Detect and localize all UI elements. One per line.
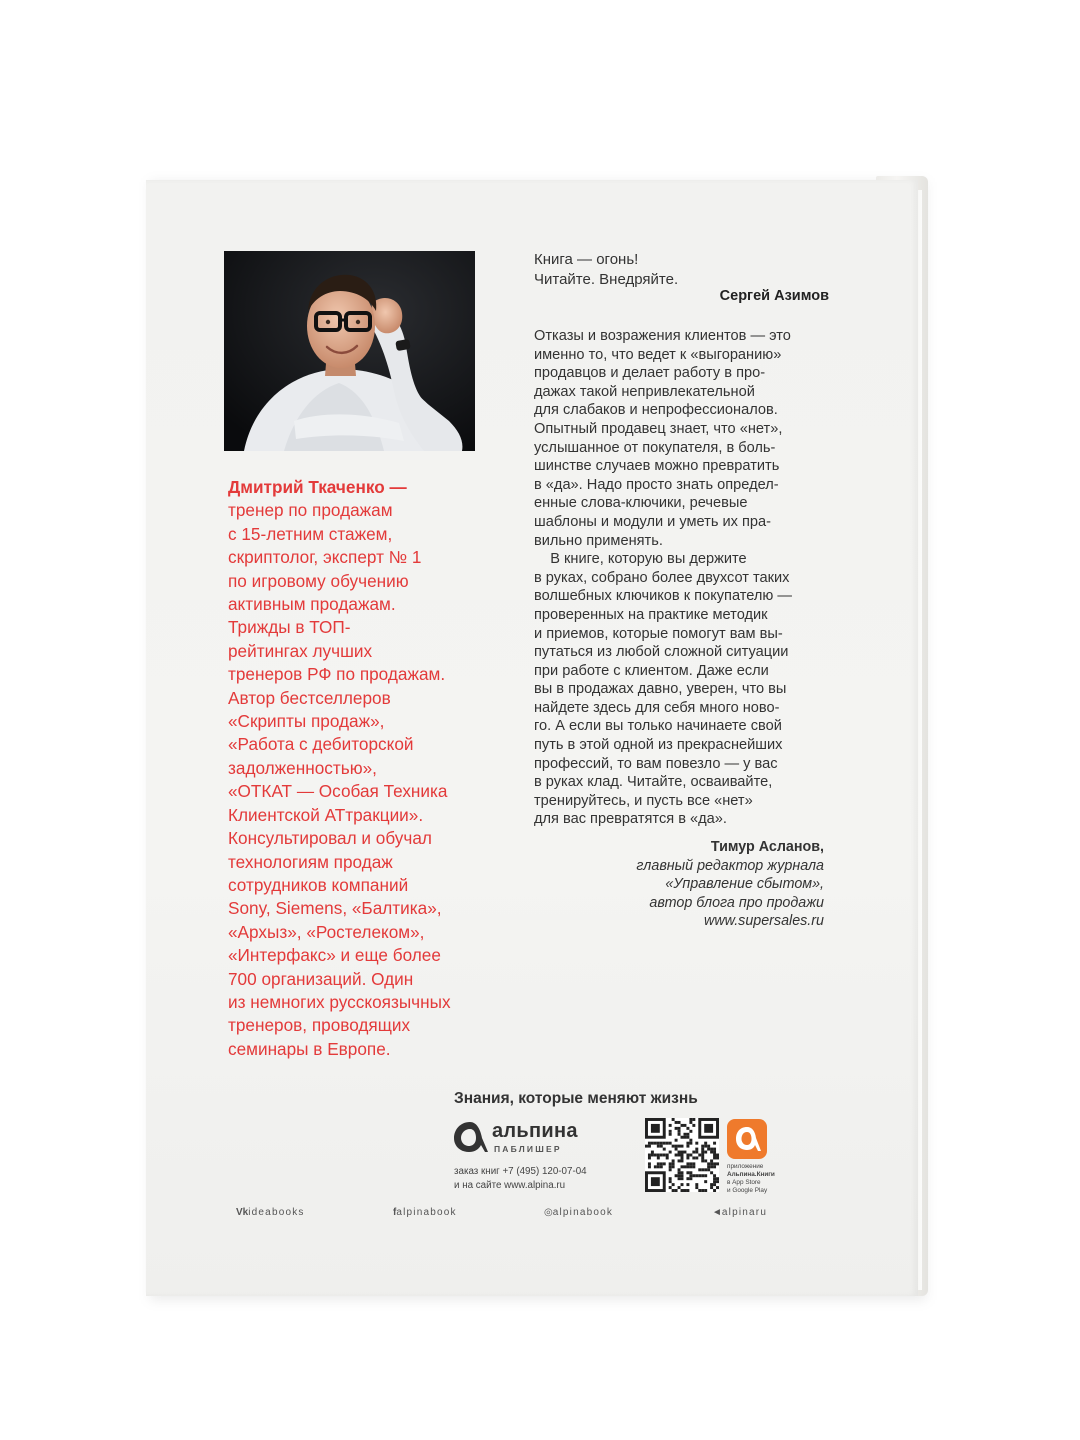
- social-label: alpinaru: [721, 1207, 768, 1218]
- social-links: [236, 1207, 776, 1223]
- review-line: путь в этой одной из прекраснейших: [534, 737, 783, 754]
- review-line: путаться из любой сложной ситуации: [534, 644, 789, 661]
- alpina-app-icon: [727, 1119, 767, 1159]
- bio-line: с 15-летним стажем,: [228, 523, 393, 544]
- review-line: Опытный продавец знает, что «нет»,: [534, 420, 783, 437]
- bio-line: «Работа с дебиторской: [228, 734, 414, 755]
- bio-line: тренер по продажам: [228, 500, 393, 521]
- review-line: профессий, то вам повезло — у вас: [534, 755, 778, 772]
- review-line: в руках, собрано более двухсот таких: [534, 569, 790, 586]
- review-line: Отказы и возражения клиентов — это: [534, 328, 791, 344]
- review-line: енные слова-ключики, речевые: [534, 495, 748, 512]
- review-line: услышанное от покупателя, в боль-: [534, 439, 776, 456]
- epigraph-line: Читайте. Внедряйте.: [534, 270, 679, 288]
- social-label: ideabooks: [248, 1207, 305, 1218]
- author-portrait-illustration: [224, 251, 475, 451]
- review-line: именно то, что ведет к «выгоранию»: [534, 346, 782, 363]
- review-line: го. А если вы только начинаете свой: [534, 718, 782, 735]
- bio-line: по игровому обучению: [228, 570, 409, 591]
- bio-line: Sony, Siemens, «Балтика»,: [228, 898, 442, 919]
- bio-line: технологиям продаж: [228, 851, 393, 872]
- bio-line: задолженностью»,: [228, 757, 377, 778]
- epigraph-line: Книга — огонь!: [534, 251, 639, 268]
- signature-name: Тимур Асланов,: [710, 839, 824, 855]
- review-line: продавцов и делает работу в про-: [534, 365, 766, 382]
- review-line: для вас превратятся в «да».: [534, 811, 727, 828]
- review-line: в руках клад. Читайте, осваивайте,: [534, 774, 773, 791]
- social-vk: [236, 1207, 305, 1218]
- order-info: [454, 1165, 587, 1193]
- vk-icon: Vk: [236, 1207, 249, 1218]
- review-line: при работе с клиентом. Даже если: [534, 662, 769, 679]
- publisher-tagline: Знания, которые меняют жизнь: [454, 1090, 698, 1107]
- app-line: в App Store: [727, 1179, 761, 1186]
- bio-line: «Интерфакс» и еще более: [228, 945, 441, 966]
- review-line: дажах такой непривлекательной: [534, 383, 755, 400]
- bio-line: тренеров РФ по продажам.: [228, 664, 446, 685]
- social-facebook: [393, 1207, 457, 1218]
- instagram-icon: ◎: [544, 1207, 553, 1218]
- facebook-icon: f: [393, 1207, 397, 1218]
- social-label: alpinabook: [396, 1207, 457, 1218]
- telegram-icon: ◄: [712, 1207, 722, 1218]
- order-phone: заказ книг +7 (495) 120-07-04: [454, 1166, 587, 1177]
- signature-role: «Управление сбытом»,: [665, 876, 824, 892]
- bio-line: семинары в Европе.: [228, 1038, 391, 1059]
- bio-line: «ОТКАТ — Особая Техника: [228, 781, 448, 802]
- author-name: Дмитрий Ткаченко —: [228, 477, 407, 497]
- bio-line: тренеров, проводящих: [228, 1015, 411, 1036]
- bio-line: «Архыз», «Ростелеком»,: [228, 921, 425, 942]
- review-line: волшебных ключиков к покупателю —: [534, 588, 792, 605]
- review-line: и приемов, которые помогут вам вы-: [534, 625, 783, 642]
- bio-line: «Скрипты продаж»,: [228, 711, 385, 732]
- review-line: вы в продажах давно, уверен, что вы: [534, 681, 787, 698]
- app-store-info: [727, 1163, 775, 1195]
- bio-line: Клиентской АТтракции».: [228, 804, 424, 825]
- review-line: тренируйтесь, и пусть все «нет»: [534, 792, 753, 809]
- review-line: шинстве случаев можно превратить: [534, 458, 780, 475]
- review-line: вильно применять.: [534, 532, 663, 549]
- review-line: проверенных на практике методик: [534, 606, 768, 623]
- signature-role: главный редактор журнала: [636, 857, 824, 874]
- review-line: шаблоны и модули и уметь их пра-: [534, 513, 772, 530]
- review-line: в «да». Надо просто знать определ-: [534, 476, 779, 493]
- logo-name: альпина: [492, 1120, 578, 1142]
- publisher-logo: [452, 1118, 592, 1158]
- app-icon: [727, 1119, 767, 1159]
- review-signature: [540, 838, 824, 931]
- bio-line: рейтингах лучших: [228, 640, 373, 661]
- bio-line: Трижды в ТОП-: [228, 617, 351, 638]
- bio-line: Консультировал и обучал: [228, 828, 432, 849]
- bio-line: активным продажам.: [228, 594, 396, 615]
- logo-sub: ПАБЛИШЕР: [494, 1144, 562, 1154]
- order-site: и на сайте www.alpina.ru: [454, 1180, 566, 1191]
- epigraph: [534, 250, 834, 289]
- signature-site: www.supersales.ru: [704, 913, 824, 929]
- social-instagram: [544, 1207, 613, 1218]
- bio-line: скриптолог, эксперт № 1: [228, 547, 422, 568]
- review-line: для слабаков и непрофессионалов.: [534, 402, 778, 419]
- app-line: и Google Play: [727, 1187, 768, 1194]
- app-line: Альпина.Книги: [727, 1171, 775, 1178]
- alpina-logo-icon: [452, 1120, 488, 1154]
- bio-line: 700 организаций. Один: [228, 968, 414, 989]
- author-bio: [228, 476, 488, 1061]
- epigraph-author: Сергей Азимов: [719, 288, 829, 304]
- bio-line: из немногих русскоязычных: [228, 991, 451, 1012]
- author-photo: [224, 251, 475, 451]
- review-line: найдете здесь для себя много ново-: [534, 699, 780, 716]
- bio-line: Автор бестселлеров: [228, 687, 391, 708]
- signature-role: автор блога про продажи: [649, 894, 824, 911]
- social-telegram: [712, 1207, 767, 1218]
- app-line: приложение: [727, 1163, 764, 1170]
- qr-code-icon: [645, 1118, 719, 1192]
- review-text: [534, 327, 834, 829]
- bio-line: сотрудников компаний: [228, 874, 409, 895]
- social-label: alpinabook: [552, 1207, 614, 1218]
- review-line: В книге, которую вы держите: [534, 551, 747, 568]
